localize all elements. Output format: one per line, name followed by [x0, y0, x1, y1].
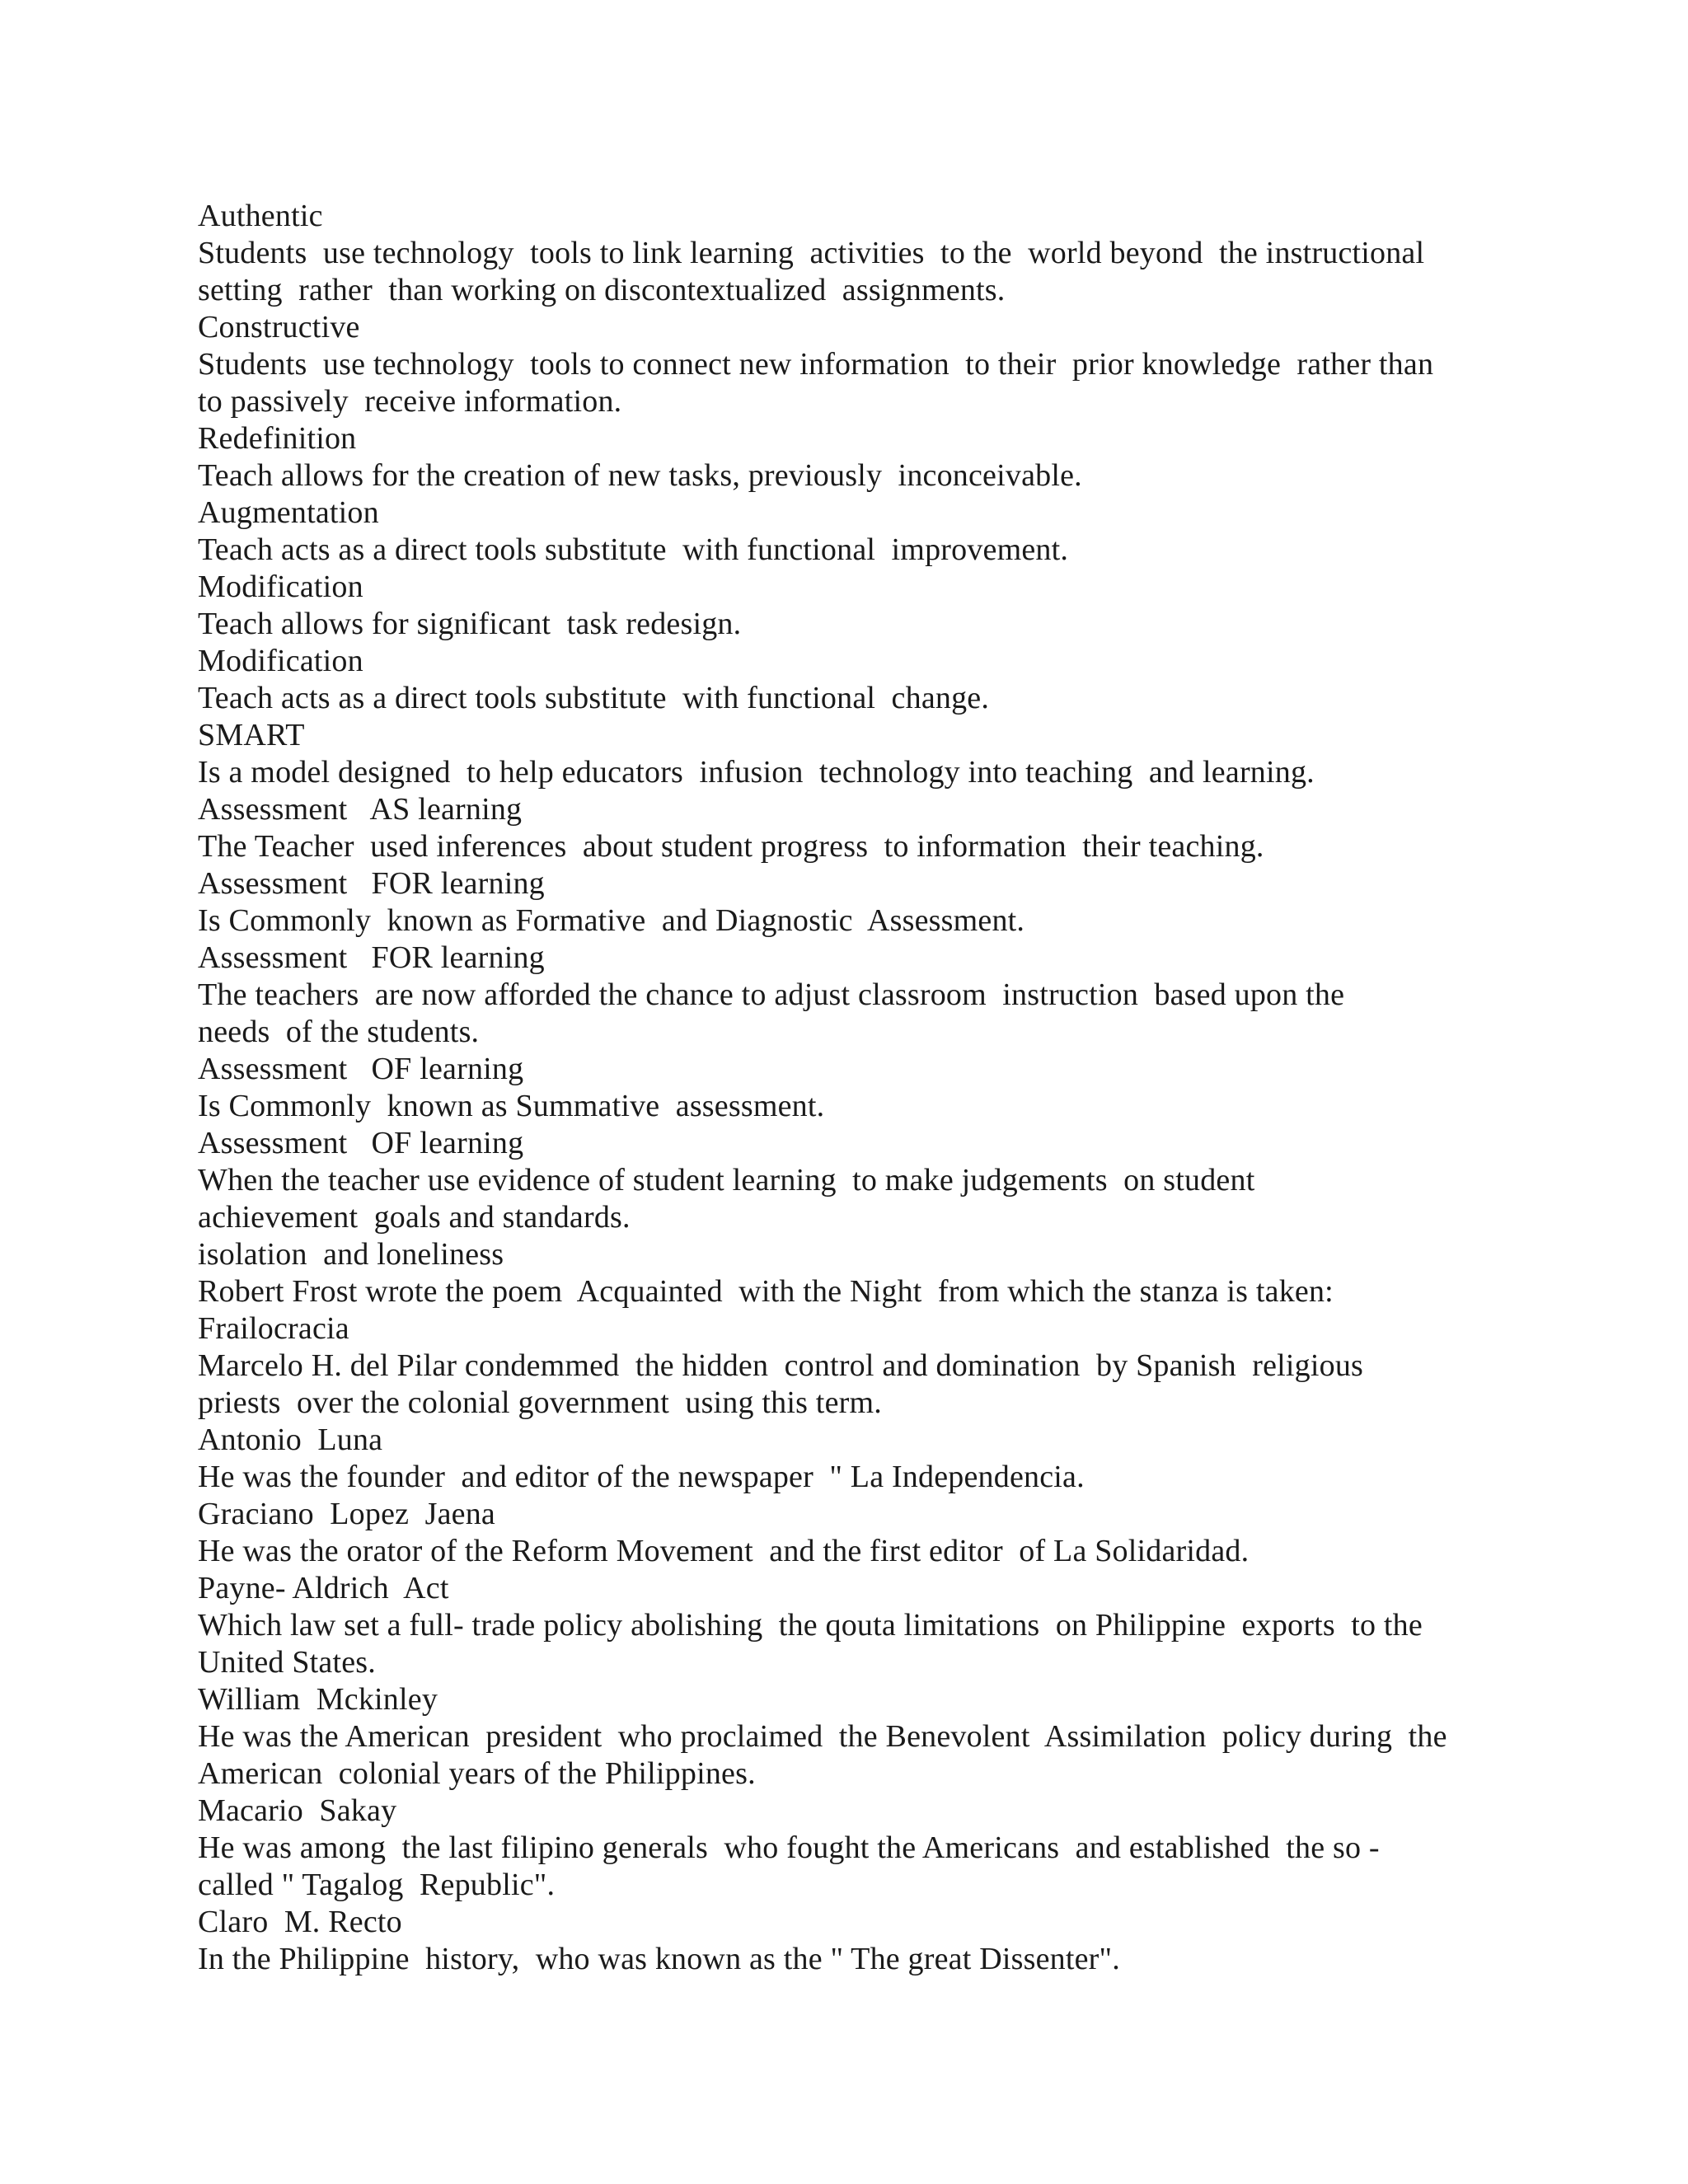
heading-augmentation: Augmentation: [198, 495, 379, 530]
text-line: The teachers are now afforded the chance to adjust classroom instruction based upon the: [198, 977, 1345, 1012]
heading-redefinition: Redefinition: [198, 421, 357, 456]
text-line: American colonial years of the Philippines.: [198, 1756, 756, 1791]
text-line: Marcelo H. del Pilar condemmed the hidden control and domination by Spanish religious: [198, 1348, 1364, 1383]
text-line: The Teacher used inferences about student progress to information their teaching.: [198, 829, 1264, 864]
heading-constructive: Constructive: [198, 310, 360, 344]
text-line: Is Commonly known as Summative assessment.: [198, 1089, 825, 1123]
heading-william-mckinley: William Mckinley: [198, 1682, 438, 1717]
text-line: Students use technology tools to link learning activities to the world beyond the instructional: [198, 236, 1425, 270]
heading-assessment-as-learning: Assessment AS learning: [198, 792, 523, 827]
text-line: setting rather than working on discontextualized assignments.: [198, 273, 1006, 307]
text-line: Is a model designed to help educators infusion technology into teaching and learning.: [198, 755, 1315, 790]
heading-claro-m-recto: Claro M. Recto: [198, 1905, 402, 1939]
text-line: He was the American president who proclaimed the Benevolent Assimilation policy during the: [198, 1719, 1447, 1754]
heading-macario-sakay: Macario Sakay: [198, 1793, 397, 1828]
heading-modification: Modification: [198, 644, 363, 678]
text-line: needs of the students.: [198, 1015, 480, 1049]
heading-isolation-and-loneliness: isolation and loneliness: [198, 1237, 504, 1272]
text-line: to passively receive information.: [198, 384, 622, 419]
heading-antonio-luna: Antonio Luna: [198, 1422, 383, 1457]
text-line: Which law set a full- trade policy abolishing the qouta limitations on Philippine exports to the: [198, 1608, 1423, 1643]
text-line: priests over the colonial government using this term.: [198, 1385, 882, 1420]
text-line: Teach allows for significant task redesign.: [198, 607, 742, 641]
text-line: called " Tagalog Republic".: [198, 1868, 556, 1902]
heading-authentic: Authentic: [198, 199, 323, 233]
text-line: In the Philippine history, who was known as the " The great Dissenter".: [198, 1942, 1120, 1976]
heading-payne-aldrich-act: Payne- Aldrich Act: [198, 1571, 449, 1605]
heading-assessment-of-learning: Assessment OF learning: [198, 1126, 524, 1160]
text-line: Is Commonly known as Formative and Diagnostic Assessment.: [198, 903, 1025, 938]
heading-modification: Modification: [198, 569, 363, 604]
text-line: When the teacher use evidence of student learning to make judgements on student: [198, 1163, 1255, 1197]
heading-assessment-for-learning: Assessment FOR learning: [198, 866, 545, 901]
text-line: Teach acts as a direct tools substitute with functional improvement.: [198, 532, 1069, 567]
text-line: achievement goals and standards.: [198, 1200, 631, 1235]
heading-graciano-lopez-jaena: Graciano Lopez Jaena: [198, 1497, 495, 1531]
document-body: [198, 198, 1500, 1978]
text-line: He was the founder and editor of the newspaper " La Independencia.: [198, 1460, 1085, 1494]
heading-assessment-for-learning: Assessment FOR learning: [198, 940, 545, 975]
text-line: Students use technology tools to connect new information to their prior knowledge rather than: [198, 347, 1434, 382]
heading-frailocracia: Frailocracia: [198, 1311, 349, 1346]
text-line: He was among the last filipino generals who fought the Americans and established the so -: [198, 1830, 1380, 1865]
text-line: Teach acts as a direct tools substitute with functional change.: [198, 681, 990, 715]
text-line: United States.: [198, 1645, 376, 1680]
text-line: He was the orator of the Reform Movement and the first editor of La Solidaridad.: [198, 1534, 1250, 1568]
heading-smart: SMART: [198, 718, 305, 752]
heading-assessment-of-learning: Assessment OF learning: [198, 1052, 524, 1086]
text-line: Teach allows for the creation of new tasks, previously inconceivable.: [198, 458, 1082, 493]
text-line: Robert Frost wrote the poem Acquainted with the Night from which the stanza is taken:: [198, 1274, 1334, 1309]
